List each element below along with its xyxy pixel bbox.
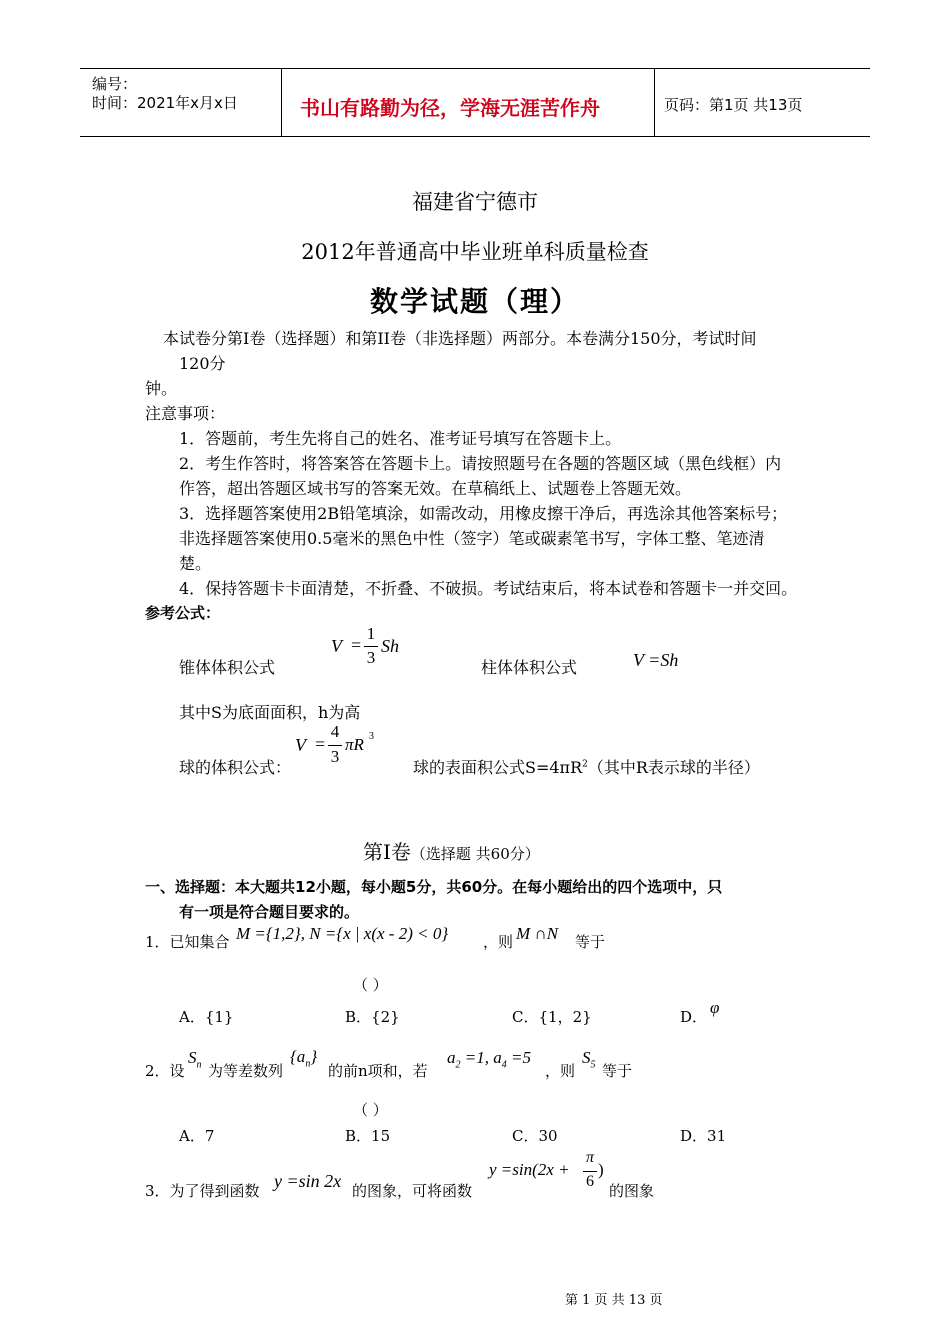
q1-answer-paren: （ ） (353, 976, 388, 994)
q2-text-3: ，则 (545, 1062, 576, 1080)
q1-mid: ，则 (483, 933, 514, 951)
motto: 书山有路勤为径，学海无涯苦作舟 (300, 96, 600, 120)
q2-cond-a2: a (447, 1048, 456, 1067)
section-instruction-1: 一、选择题：本大题共12小题，每小题5分，共60分。在每小题给出的四个选项中，只 (145, 878, 723, 896)
cone-denominator: 3 (366, 648, 376, 667)
q3-formula-2-post: ) (598, 1160, 604, 1179)
q2-an (290, 1047, 317, 1069)
q2-text-2: 的前n项和，若 (328, 1062, 428, 1080)
cone-eq: = (351, 635, 362, 655)
section-title (363, 836, 540, 865)
section-instruction-2: 有一项是符合题目要求的。 (179, 903, 360, 921)
q1-option-d: D． (680, 1008, 708, 1026)
q2-sn (188, 1048, 202, 1070)
q2-condition (447, 1048, 531, 1070)
q2-suffix: 等于 (602, 1062, 633, 1080)
q1-formula: M ={1,2}, N ={x | x(x - 2) < 0} (236, 924, 449, 943)
q1-option-a: A．{1} (179, 1008, 234, 1026)
q3-formula-1: y =sin 2x (274, 1171, 342, 1191)
cone-rhs: Sh (381, 636, 399, 656)
notice-item-1: 1．答题前，考生先将自己的姓名、准考证号填写在答题卡上。 (179, 429, 622, 448)
q2-option-b: B．15 (345, 1127, 391, 1145)
intro-line-3: 钟。 (145, 379, 178, 398)
surface-formula (413, 755, 760, 778)
sphere-exponent: 3 (369, 731, 374, 742)
notice-item-4: 4．保持答题卡卡面清楚，不折叠、不破损。考试结束后，将本试卷和答题卡一并交回。 (179, 579, 798, 598)
fraction-bar (364, 646, 378, 647)
cone-lhs: V (331, 636, 342, 656)
sphere-denominator: 3 (330, 747, 340, 766)
fraction-bar (328, 745, 342, 746)
cone-label: 锥体体积公式 (179, 658, 276, 677)
q1-option-d-symbol: φ (710, 998, 720, 1017)
q2-cond-mid: =1, a (460, 1048, 502, 1067)
prism-formula: V =Sh (633, 650, 679, 670)
q2-cond-sub-2: 4 (501, 1059, 507, 1071)
q1-suffix: 等于 (575, 933, 606, 951)
sphere-eq: = (315, 734, 326, 754)
surface-text: 球的表面积公式S=4πR (413, 758, 583, 777)
header-divider (654, 69, 655, 136)
q2-answer-paren: （ ） (353, 1101, 388, 1119)
q2-s5-symbol: S (582, 1048, 591, 1067)
q2-option-d: D．31 (680, 1127, 727, 1145)
page-info: 页码：第1页 共13页 (664, 96, 803, 114)
header-table (80, 68, 870, 137)
q1-option-b: B．{2} (345, 1008, 400, 1026)
q3-prefix: 3．为了得到函数 (145, 1182, 260, 1200)
notice-item-2a: 2．考生作答时，将答案答在答题卡上。请按照题号在各题的答题区域（黑色线框）内 (179, 454, 782, 473)
surface-exponent: 2 (582, 759, 588, 770)
notice-item-2b: 作答，超出答题区域书写的答案无效。在草稿纸上、试题卷上答题无效。 (179, 479, 692, 498)
q3-formula-2-pre: y =sin(2x + (489, 1160, 570, 1179)
notice-item-3c: 楚。 (179, 554, 212, 573)
intro-line-2: 120分 (179, 354, 226, 373)
q3-formula-2-num: π (585, 1149, 594, 1166)
q2-prefix: 2．设 (145, 1062, 185, 1080)
page-footer: 第 1 页 共 13 页 (565, 1293, 663, 1308)
title-line-1: 福建省宁德市 (412, 190, 538, 214)
title-line-3: 数学试题（理） (369, 285, 580, 318)
q2-an-close: } (310, 1047, 318, 1066)
q1-prefix: 1．已知集合 (145, 933, 230, 951)
sphere-label: 球的体积公式： (179, 758, 292, 777)
time-label: 时间：2021年x月x日 (92, 94, 238, 112)
q2-s5 (582, 1048, 596, 1070)
q3-formula-2-den: 6 (586, 1173, 594, 1190)
section-title-main: 第Ⅰ卷 (363, 840, 411, 864)
q2-cond-end: =5 (506, 1048, 531, 1067)
q2-option-c: C．30 (512, 1127, 558, 1145)
q2-an-sub: n (305, 1058, 311, 1070)
formulas-heading: 参考公式： (145, 604, 221, 622)
q2-sn-sub: n (196, 1059, 202, 1071)
q2-cond-sub-1: 2 (455, 1059, 461, 1071)
q1-formula-2: M ∩N (516, 924, 559, 943)
title-line-2: 2012年普通高中毕业班单科质量检查 (301, 240, 649, 264)
number-label: 编号： (92, 75, 138, 93)
prism-label: 柱体体积公式 (481, 658, 578, 677)
sphere-numerator: 4 (330, 722, 340, 741)
q2-s5-sub: 5 (590, 1059, 596, 1071)
surface-note: （其中R表示球的半径） (587, 758, 760, 777)
q2-option-a: A．7 (179, 1127, 215, 1145)
notice-item-3a: 3．选择题答案使用2B铅笔填涂，如需改动，用橡皮擦干净后，再选涂其他答案标号； (179, 504, 788, 523)
fraction-bar (583, 1171, 597, 1172)
notice-item-3b: 非选择题答案使用0.5毫米的黑色中性（签字）笔或碳素笔书写，字体工整、笔迹清 (179, 529, 765, 548)
header-divider (281, 69, 282, 136)
formula-where: 其中S为底面面积，h为高 (179, 703, 361, 722)
q2-an-open: {a (290, 1047, 306, 1066)
cone-numerator: 1 (366, 624, 376, 643)
q3-text-1: 的图象，可将函数 (352, 1182, 473, 1200)
notice-heading: 注意事项： (145, 404, 226, 423)
q2-text-1: 为等差数列 (208, 1062, 284, 1080)
sphere-rhs: πR (345, 735, 364, 754)
intro-line-1: 本试卷分第I卷（选择题）和第II卷（非选择题）两部分。本卷满分150分，考试时间 (163, 329, 757, 348)
section-title-sub: （选择题 共60分） (410, 845, 540, 863)
q1-option-c: C．{1，2} (512, 1008, 592, 1026)
q2-sn-symbol: S (188, 1048, 197, 1067)
sphere-lhs: V (295, 735, 306, 755)
q3-suffix: 的图象 (609, 1182, 655, 1200)
